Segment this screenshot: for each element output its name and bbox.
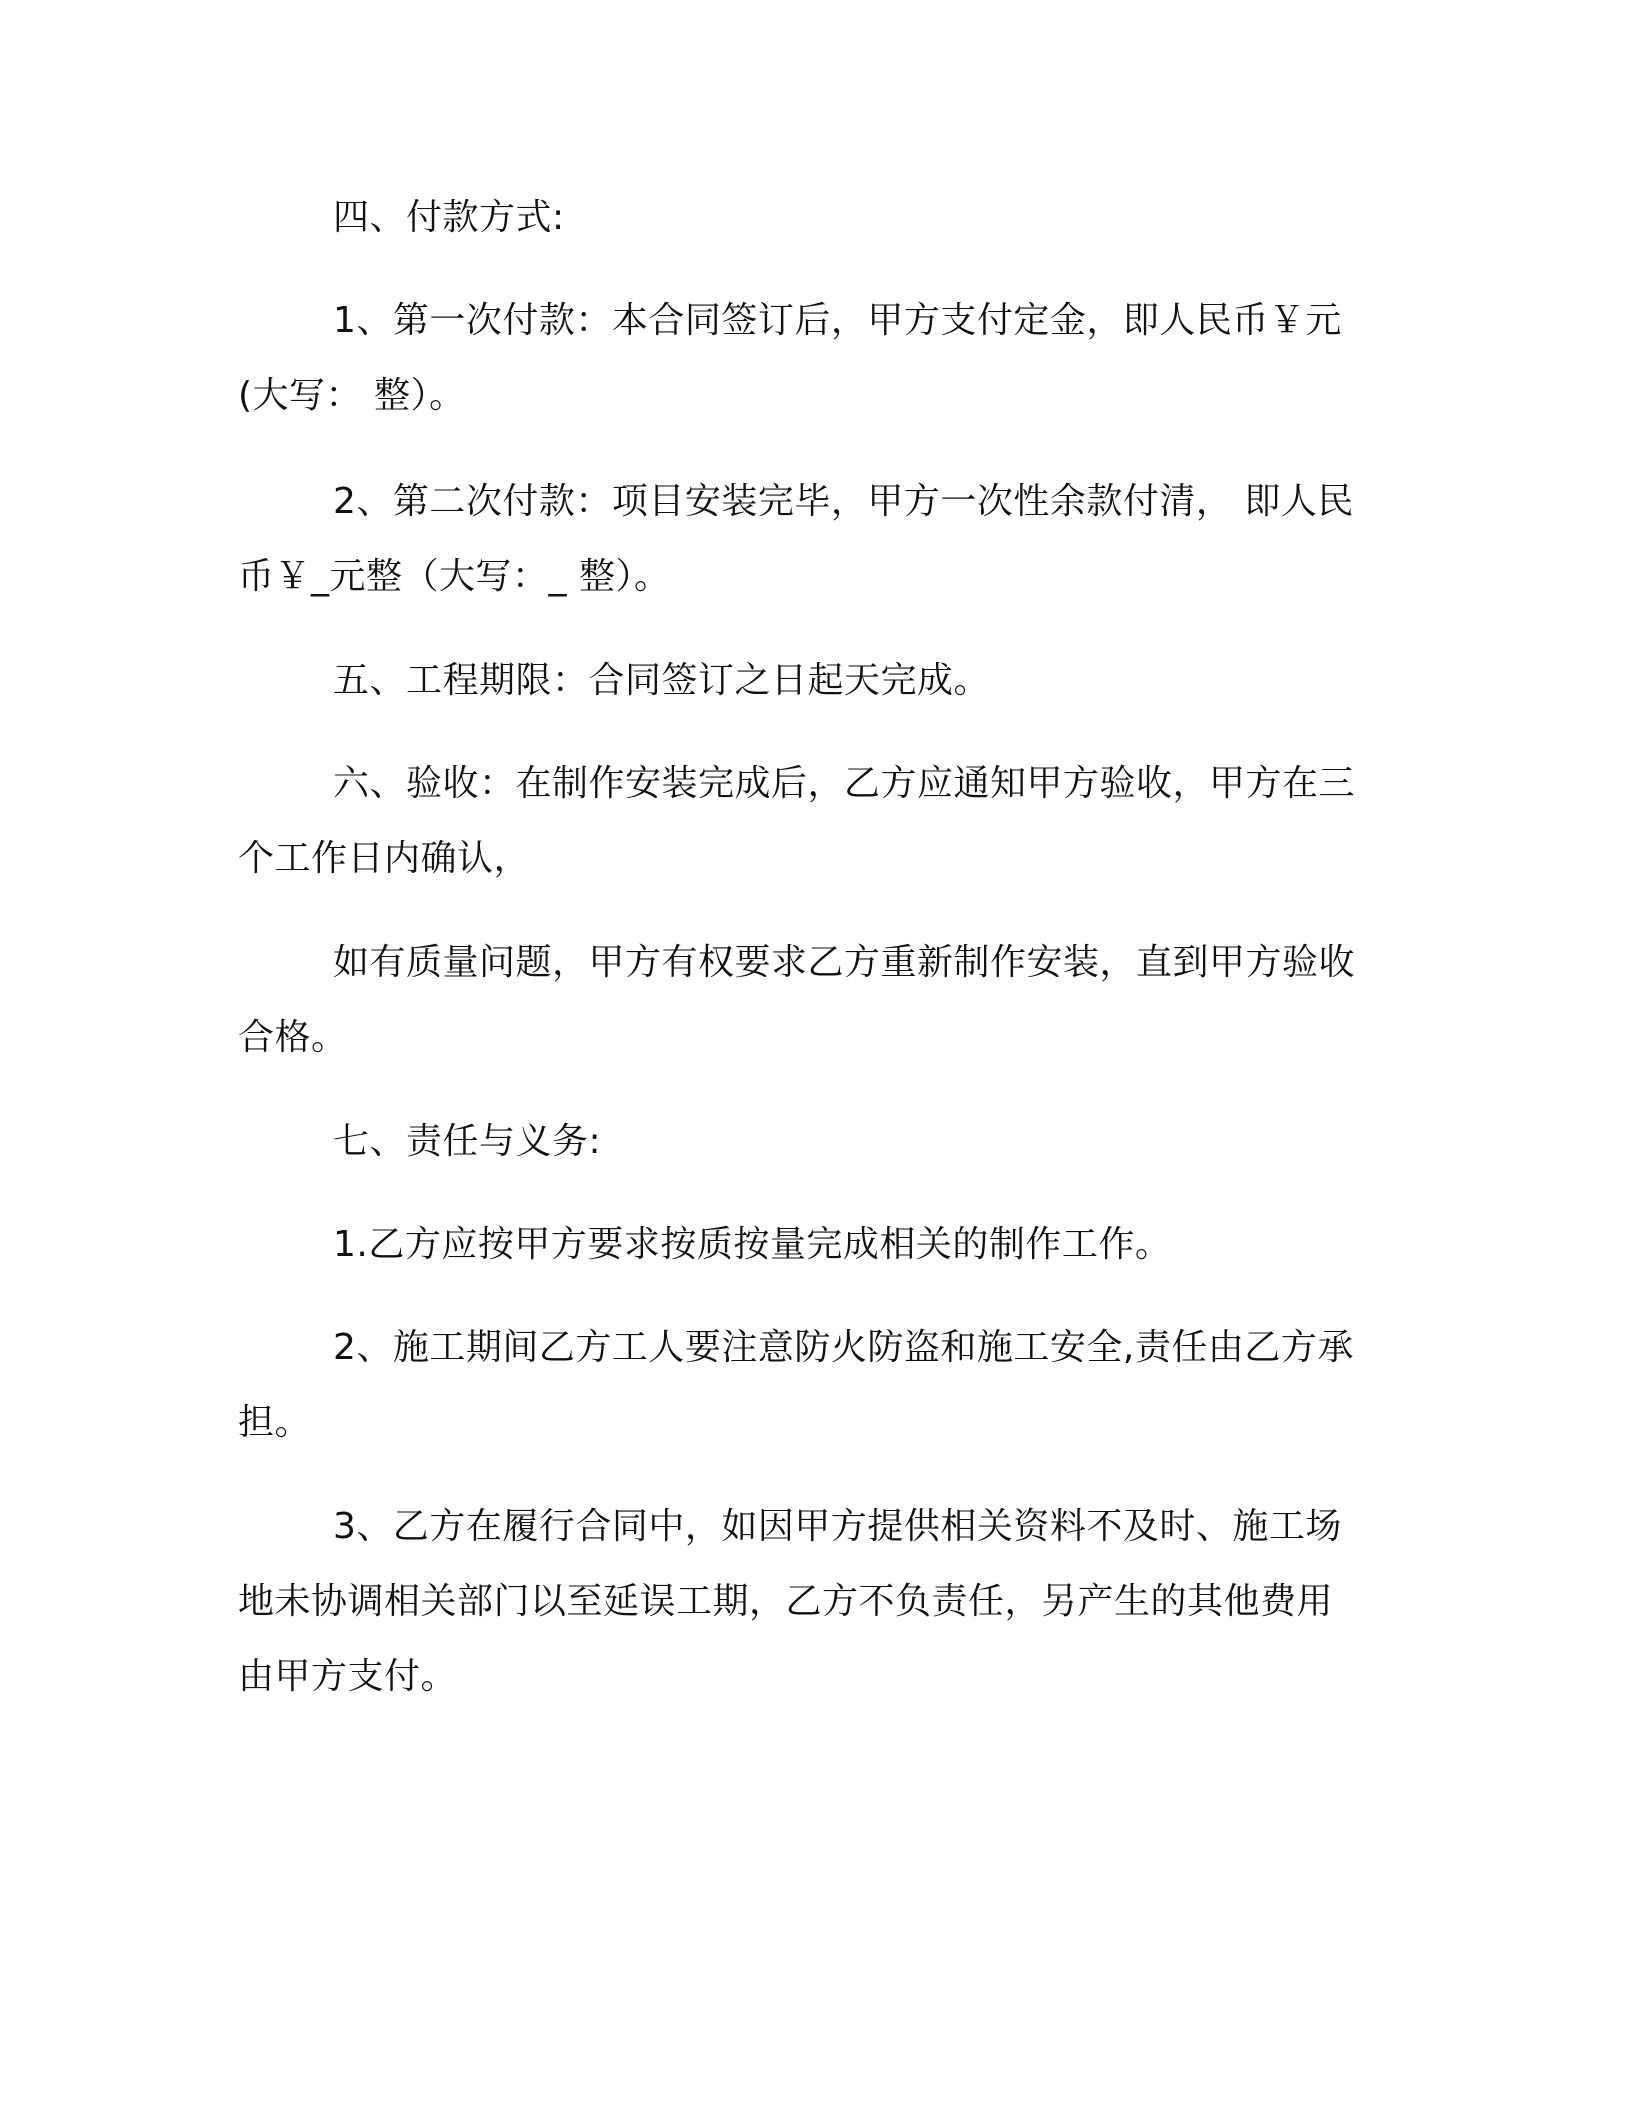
quality-line-2: 合格。 [238,1017,348,1058]
responsibility-item-3-line-1: 3、乙方在履行合同中，如因甲方提供相关资料不及时、施工场 [333,1506,1342,1547]
section-heading-responsibility: 七、责任与义务: [333,1121,602,1162]
quality-line-1: 如有质量问题，甲方有权要求乙方重新制作安装，直到甲方验收 [333,942,1356,983]
responsibility-item-2-line-2: 担。 [238,1402,312,1443]
responsibility-item-3-line-3: 由甲方支付。 [238,1656,458,1697]
section-heading-duration: 五、工程期限：合同签订之日起天完成。 [333,660,991,701]
payment-item-1-line-2: (大写： 整）。 [238,375,466,416]
payment-item-2-line-2: 币￥_元整（大写：_ 整）。 [238,556,671,597]
payment-item-1-line-1: 1、第一次付款：本合同签订后，甲方支付定金，即人民币￥元 [333,300,1342,341]
acceptance-line-2: 个工作日内确认， [238,838,531,879]
payment-item-2-line-1: 2、第二次付款：项目安装完毕，甲方一次性余款付清， 即人民 [333,481,1354,522]
responsibility-item-3-line-2: 地未协调相关部门以至延误工期，乙方不负责任，另产生的其他费用 [238,1581,1334,1622]
responsibility-item-1: 1.乙方应按甲方要求按质按量完成相关的制作工作。 [333,1224,1172,1265]
acceptance-line-1: 六、验收：在制作安装完成后，乙方应通知甲方验收，甲方在三 [333,763,1356,804]
section-heading-payment: 四、付款方式: [333,197,565,238]
responsibility-item-2-line-1: 2、施工期间乙方工人要注意防火防盗和施工安全,责任由乙方承 [333,1327,1354,1368]
